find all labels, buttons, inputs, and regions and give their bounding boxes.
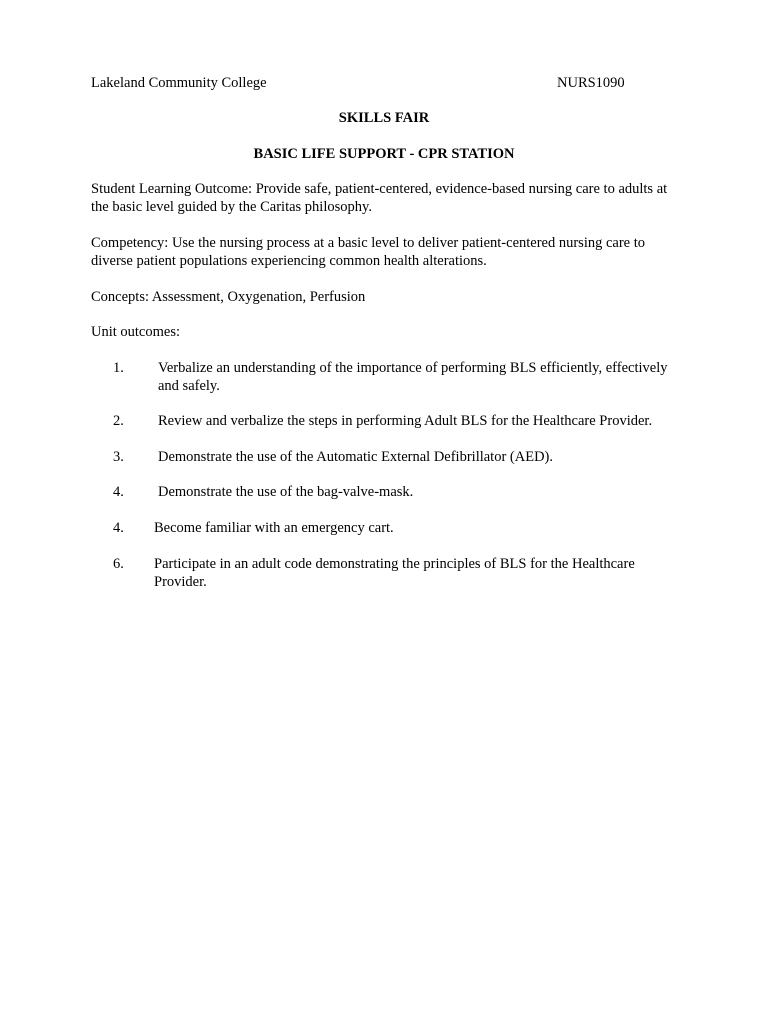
list-item-number: 1. <box>113 360 124 376</box>
list-item-text: Participate in an adult code demonstrating the principles of BLS for the Healthcare Provider. <box>154 556 635 590</box>
list-item-text: Demonstrate the use of the bag-valve-mask. <box>158 484 414 500</box>
list-item-number: 4. <box>113 484 124 500</box>
list-item-text: Become familiar with an emergency cart. <box>154 520 394 536</box>
learning-outcome-paragraph: Student Learning Outcome: Provide safe, patient-centered, evidence-based nursing care to adults at the basic level guided by the Caritas philosophy. <box>91 181 668 215</box>
list-item-number: 2. <box>113 413 124 429</box>
list-item-text: Verbalize an understanding of the importance of performing BLS efficiently, effectively and safely. <box>158 360 668 394</box>
unit-outcomes-heading: Unit outcomes: <box>91 324 181 340</box>
list-item-text: Demonstrate the use of the Automatic External Defibrillator (AED). <box>158 449 553 465</box>
station-title: BASIC LIFE SUPPORT - CPR STATION <box>253 146 515 162</box>
list-item-number: 4. <box>113 520 124 536</box>
list-item-number: 6. <box>113 556 124 572</box>
document-title: SKILLS FAIR <box>338 110 430 126</box>
college-name: Lakeland Community College <box>91 75 267 91</box>
concepts-paragraph: Concepts: Assessment, Oxygenation, Perfusion <box>91 289 366 305</box>
course-code: NURS1090 <box>557 75 625 91</box>
competency-paragraph: Competency: Use the nursing process at a basic level to deliver patient-centered nursing care to diverse patient populations experiencing common health alterations. <box>91 235 646 269</box>
list-item-number: 3. <box>113 449 124 465</box>
list-item-text: Review and verbalize the steps in performing Adult BLS for the Healthcare Provider. <box>158 413 653 429</box>
